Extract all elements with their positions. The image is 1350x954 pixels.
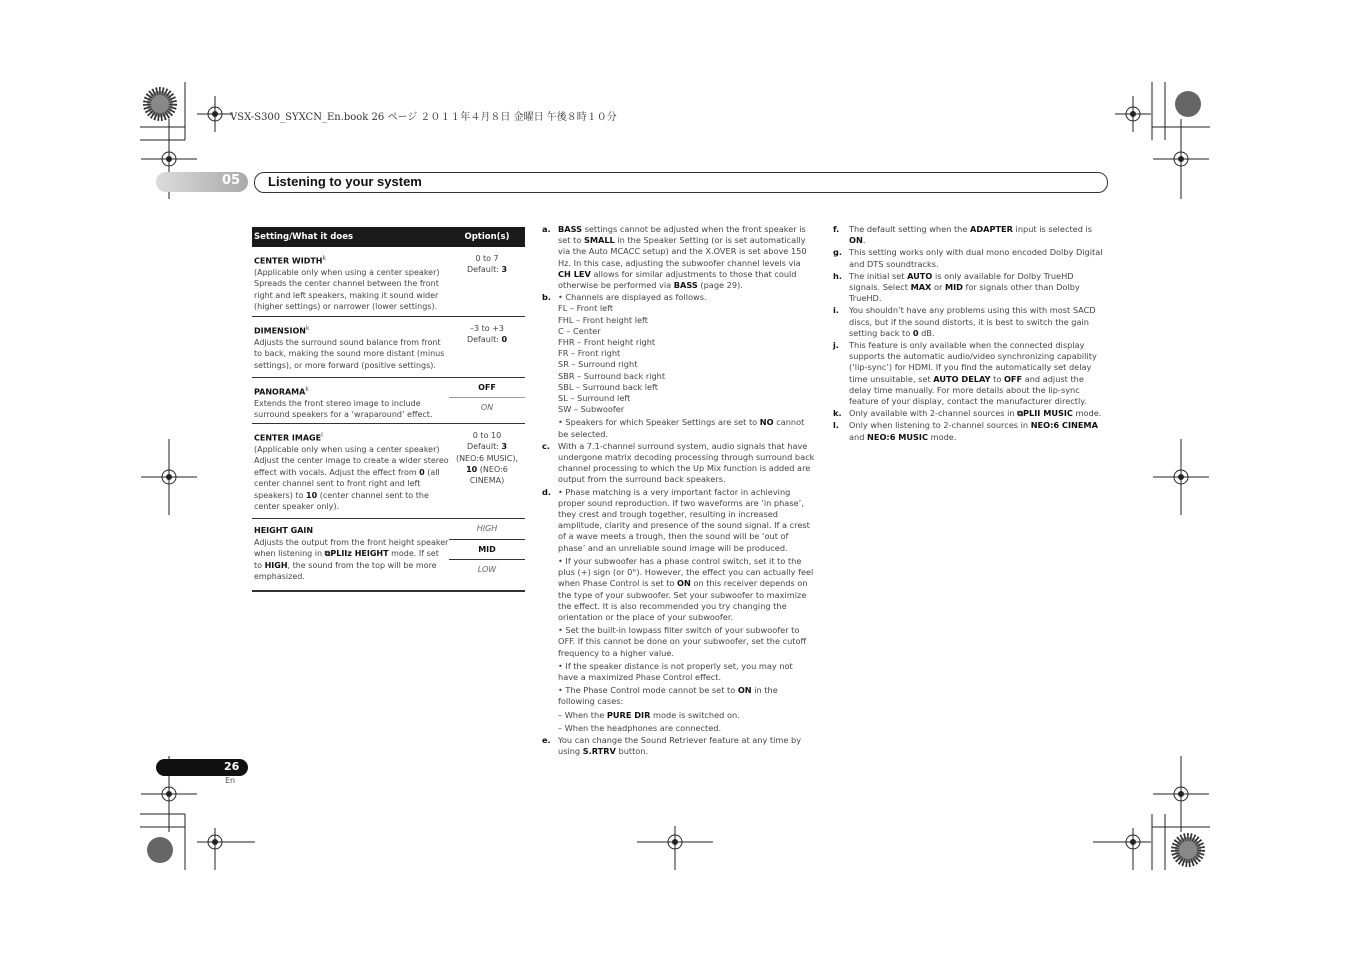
footnote-j: j. This feature is only available when the connected display supports the automatic audio/video synchronizing capability (‘lip-sync’) for HDMI. If you find the automatically set delay time unsuitable, set AUTO DELAY to OFF and adjust the delay time manually. For more details about the lip-sync feature of your display, contact the manufacturer directly. bbox=[833, 340, 1097, 407]
footnote-k: k. Only available with 2-channel sources in ⧉PLII MUSIC mode. bbox=[833, 408, 1102, 419]
page-number: 26 bbox=[224, 760, 240, 773]
channel-item: SBL – Surround back left bbox=[558, 381, 658, 392]
setting-desc: Adjusts the surround sound balance from front to back, making the sound more distant (minus settings), or more forward (positive settings). bbox=[254, 337, 445, 370]
settings-table bbox=[252, 227, 525, 592]
chapter-title: Listening to your system bbox=[268, 174, 422, 189]
footnote-i: i. You shouldn’t have any problems using this with most SACD discs, but if the sound distorts, it is best to switch the gain setting back to 0 dB. bbox=[833, 305, 1096, 338]
channel-item: C – Center bbox=[558, 325, 601, 336]
footnote-d: d. • Phase matching is a very important factor in achieving proper sound reproduction. If two waveforms are ‘in phase’, they crest and trough together, resulting in increased amplitude, clarity and presence of the sound signal. If a crest of a wave meets a trough, then the sound will be ‘out of phase’ and an unreliable sound image will be produced. • If your subwoofer has a phase control switch, set it to the plus (+) sign (or 0°). However, the effect you can actually feel when Phase Control is set to ON on this receiver depends on the type of your subwoofer. Set your subwoofer to maximize the effect. It is also recommended you try changing the orientation or the place of your subwoofer. • Set the built-in lowpass filter switch of your subwoofer to OFF. If this cannot be done on your subwoofer, set the cutoff frequency to a higher value. • If the speaker distance is not properly set, you may not have a maximized Phase Control effect. • The Phase Control mode cannot be set to ON in the following cases: – When the PURE DIR mode is switched on. – When the headphones are connected. bbox=[542, 486, 814, 733]
footnote-b: b. • Channels are displayed as follows. FL – Front left FHL – Front height left C – Center FHR – Front height right FR – Front right SR – Surround right SBR – Surround back right SBL – Surround back left SL – Surround left SW – Subwoofer • Speakers for which Speaker Settings are set to NO cannot be selected. bbox=[542, 292, 815, 440]
footnote-f: f. The default setting when the ADAPTER input is selected is ON. bbox=[833, 224, 1093, 246]
channel-item: SR – Surround right bbox=[558, 359, 638, 370]
footnotes-column-3 bbox=[833, 224, 1106, 444]
footnote-e: e. You can change the Sound Retriever feature at any time by using S.RTRV button. bbox=[542, 734, 802, 757]
channel-item: FHR – Front height right bbox=[558, 337, 656, 348]
footnote-l: l. Only when listening to 2-channel sources in NEO:6 CINEMA and NEO:6 MUSIC mode. bbox=[833, 420, 1098, 442]
footnote-a: a. BASS settings cannot be adjusted when the front speaker is set to SMALL in the Speaker Setting (or is set automatically via the Auto MCACC setup) and the X.OVER is set above 150 Hz. In this case, adjusting the subwoofer channel levels via CH LEV allows for similar adjustments to those that could otherwise be performed via BASS (page 29). bbox=[542, 224, 807, 291]
footnote-g: g. This setting works only with dual mono encoded Dolby Digital and DTS soundtracks. bbox=[833, 247, 1103, 269]
setting-name: CENTER IMAGE bbox=[254, 433, 322, 443]
setting-name: CENTER WIDTH bbox=[254, 256, 323, 266]
channel-item: FR – Front right bbox=[558, 348, 621, 359]
setting-name: PANORAMA bbox=[254, 387, 306, 397]
channel-item: SBR – Surround back right bbox=[558, 370, 666, 381]
table-header bbox=[252, 227, 525, 247]
channel-item: SW – Subwoofer bbox=[558, 404, 625, 415]
channel-item: SL – Surround left bbox=[558, 393, 631, 404]
channel-item: FL – Front left bbox=[558, 303, 614, 314]
channel-item: FHL – Front height left bbox=[558, 314, 648, 325]
header-options: Option(s) bbox=[464, 232, 510, 242]
footnotes-column-2 bbox=[542, 224, 815, 758]
footnote-c: c. With a 7.1-channel surround system, audio signals that have undergone matrix decoding processing through surround back channel processing to which the Up Mix function is added are output from the surround back speakers. bbox=[542, 440, 815, 485]
table-row: CENTER IMAGE$^l$ (Applicable only when using a center speaker) Adjust the center image to create a wider stereo effect with vocals. Adjust the effect from 0 (all center channel sent to front right and left speakers) to 10 (center channel sent to the center speaker only). 0 to 10 Default: 3 (NEO:6 MUSIC), 10 (NEO:6 CINEMA) bbox=[252, 423, 525, 519]
setting-name: HEIGHT GAIN bbox=[254, 526, 314, 536]
setting-desc: (Applicable only when using a center speaker) Spreads the center channel between the front right and left speakers, making it sound wider (higher settings) or narrower (lower settings). bbox=[254, 268, 440, 312]
table-row: PANORAMA$^k$ Extends the front stereo image to include surround speakers for a ‘wraparound’ effect. OFF ON bbox=[252, 377, 525, 423]
header-setting: Setting/What it does bbox=[254, 232, 354, 242]
table-row: CENTER WIDTH$^k$ (Applicable only when using a center speaker) Spreads the center channel between the front right and left speakers, making it sound wider (higher settings) or narrower (lower settings). 0 to 7 Default: 3 bbox=[254, 254, 508, 312]
page-language: En bbox=[225, 776, 236, 785]
footnote-h: h. The initial set AUTO is only available for Dolby TrueHD signals. Select MAX or MID for signals other than Dolby TrueHD. bbox=[833, 270, 1080, 304]
file-header: VSX-S300_SYXCN_En.book 26 ページ ２０１１年４月８日 金曜日 午後８時１０分 bbox=[230, 112, 617, 123]
chapter-number: 05 bbox=[222, 173, 241, 188]
table-row: HEIGHT GAIN Adjusts the output from the front height speaker when listening in ⧉PLIIz HEIGHT mode. If set to HIGH, the sound from the top will be more emphasized. HIGH MID LOW bbox=[252, 518, 525, 592]
table-row: DIMENSION$^k$ Adjusts the surround sound balance from front to back, making the sound more distant (minus settings), or more forward (positive settings). –3 to +3 Default: 0 bbox=[252, 316, 525, 377]
setting-desc: Extends the front stereo image to include surround speakers for a ‘wraparound’ effect. bbox=[254, 399, 433, 420]
setting-name: DIMENSION bbox=[254, 326, 306, 336]
